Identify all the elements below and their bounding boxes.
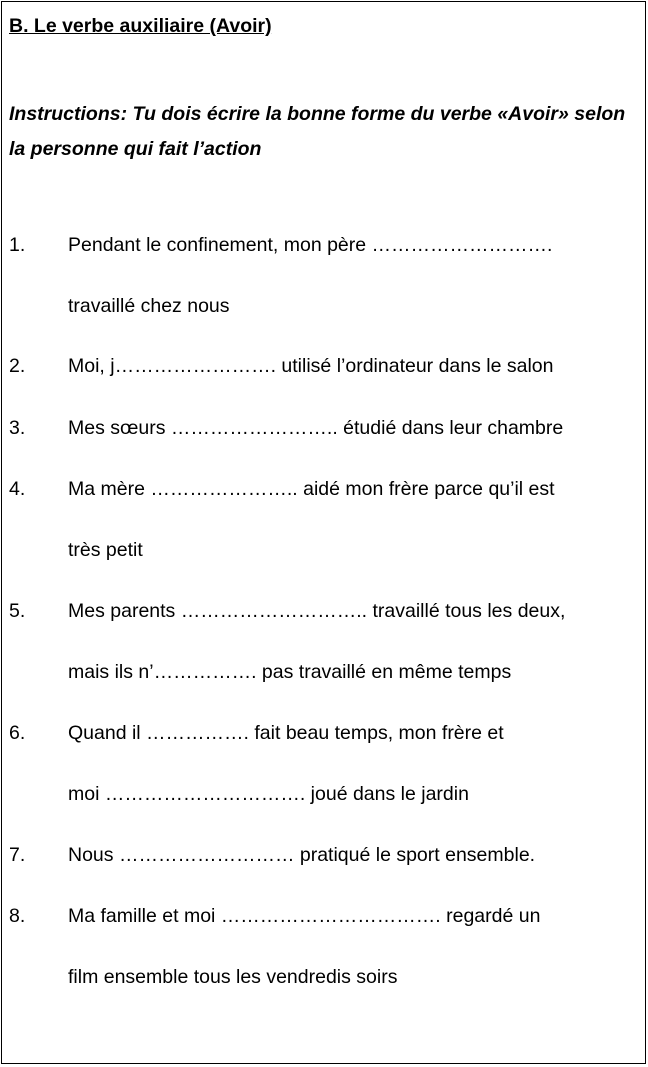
exercise-line: travaillé chez nous [68, 295, 230, 317]
exercise-line: très petit [68, 539, 143, 561]
instructions-text: Instructions: Tu dois écrire la bonne forme du verbe «Avoir» selon la personne qui fait l’action [9, 103, 626, 160]
item-number: 5. [9, 600, 26, 622]
item-number: 7. [9, 844, 26, 866]
item-number: 1. [9, 234, 26, 256]
exercise-line: Moi, j……………………. utilisé l’ordinateur dans le salon [68, 355, 554, 377]
exercise-line: Ma mère ………………….. aidé mon frère parce qu’il est [68, 478, 555, 500]
exercise-line: Quand il ……………. fait beau temps, mon frère et [68, 722, 504, 744]
exercise-line: Nous ……………………… pratiqué le sport ensemble. [68, 844, 536, 866]
item-number: 8. [9, 905, 26, 927]
item-number: 4. [9, 478, 26, 500]
item-number: 3. [9, 417, 26, 439]
exercise-line: Ma famille et moi ……………………………. regardé un [68, 905, 541, 927]
section-title: B. Le verbe auxiliaire (Avoir) [9, 15, 272, 37]
item-number: 6. [9, 722, 26, 744]
exercise-line: moi …………………………. joué dans le jardin [68, 783, 469, 805]
exercise-line: mais ils n’……………. pas travaillé en même temps [68, 661, 512, 683]
item-number: 2. [9, 355, 26, 377]
exercise-line: Pendant le confinement, mon père ………………………. [68, 234, 553, 256]
exercise-line: Mes parents ……………………….. travaillé tous les deux, [68, 600, 566, 622]
exercise-line: film ensemble tous les vendredis soirs [68, 966, 398, 988]
exercise-line: Mes sœurs …………………….. étudié dans leur chambre [68, 417, 564, 439]
